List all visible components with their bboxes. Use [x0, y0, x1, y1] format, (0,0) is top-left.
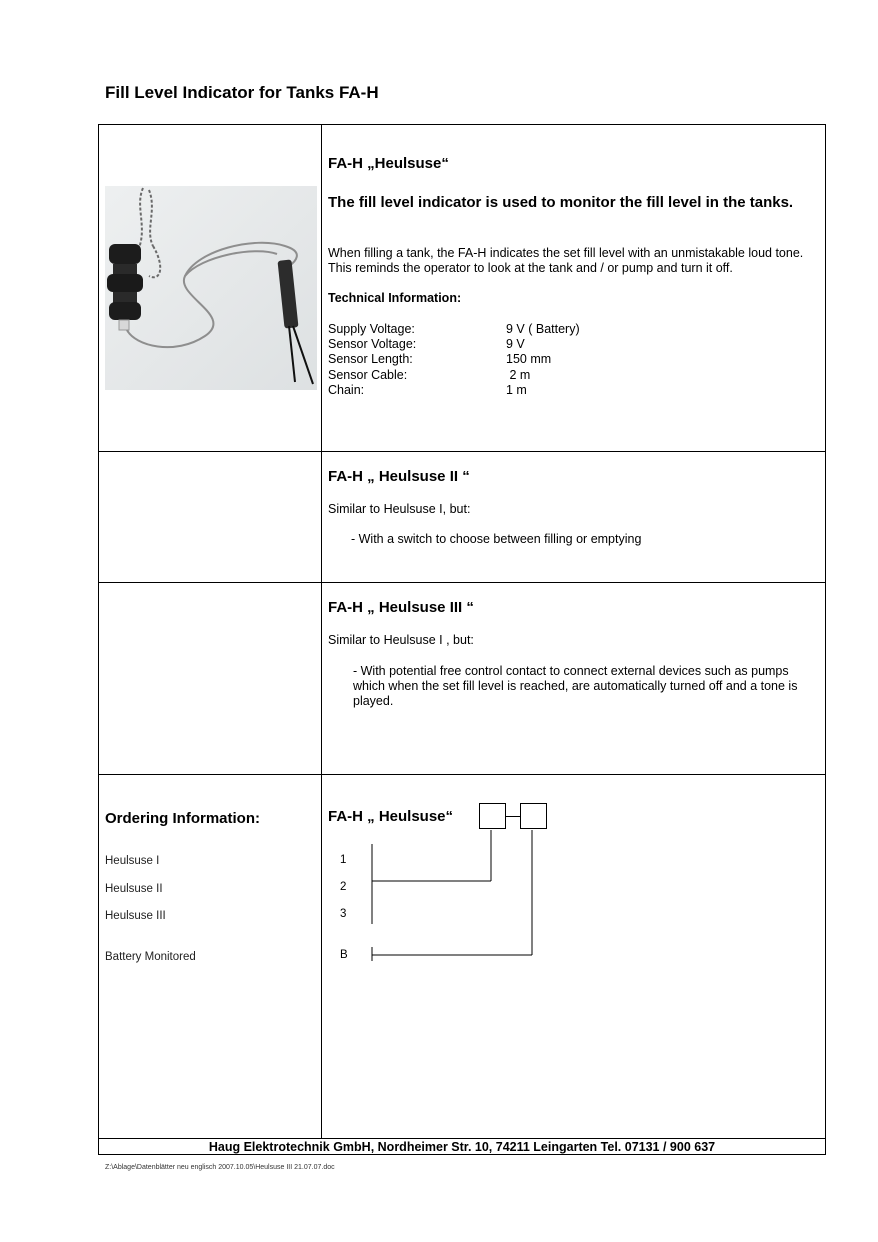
row-divider — [98, 582, 826, 583]
spec-label: Sensor Voltage: — [328, 337, 417, 351]
document-title: Fill Level Indicator for Tanks FA-H — [105, 83, 379, 102]
file-path: Z:\Ablage\Datenblätter neu englisch 2007.10.05\Heulsuse III 21.07.07.doc — [105, 1164, 335, 1171]
order-code: 3 — [340, 908, 347, 920]
order-code: 2 — [340, 881, 347, 893]
footer-company: Haug Elektrotechnik GmbH, Nordheimer Str. 10, 74211 Leingarten Tel. 07131 / 900 637 — [208, 1140, 716, 1154]
section3-bullet: - With potential free control contact to connect external devices such as pumps which when the set fill level is reached, are automatically turned off and a tone is played. — [353, 664, 798, 708]
spec-value: 2 m — [506, 368, 531, 382]
order-item-label: Battery Monitored — [105, 951, 196, 963]
ordering-diagram-lines — [360, 820, 560, 970]
order-item-label: Heulsuse I — [105, 855, 160, 867]
order-item-label: Heulsuse III — [105, 910, 166, 922]
row-divider — [98, 451, 826, 452]
order-code: 1 — [340, 854, 347, 866]
section2-bullet: - With a switch to choose between filling or emptying — [351, 532, 642, 546]
spec-value: 150 mm — [506, 352, 552, 366]
spec-value: 1 m — [506, 383, 527, 397]
spec-label: Sensor Length: — [328, 352, 413, 366]
tech-info-heading: Technical Information: — [328, 291, 462, 305]
section3-model: FA-H „ Heulsuse III “ — [328, 599, 474, 616]
section2-intro: Similar to Heulsuse I, but: — [328, 502, 471, 516]
spec-label: Chain: — [328, 383, 365, 397]
order-item-label: Heulsuse II — [105, 883, 163, 895]
section1-model: FA-H „Heulsuse“ — [328, 155, 449, 172]
ordering-heading: Ordering Information: — [105, 810, 260, 827]
order-box-connector — [506, 816, 520, 817]
section2-model: FA-H „ Heulsuse II “ — [328, 468, 470, 485]
column-divider — [321, 124, 322, 1139]
row-divider — [98, 774, 826, 775]
section3-intro: Similar to Heulsuse I , but: — [328, 633, 474, 647]
order-code: B — [340, 949, 348, 961]
product-photo — [105, 186, 317, 390]
spec-value: 9 V — [506, 337, 525, 351]
spec-label: Sensor Cable: — [328, 368, 408, 382]
section1-description: When filling a tank, the FA-H indicates the set fill level with an unmistakable loud tone. This reminds the operator to look at the tank and / or pump and turn it off. — [328, 246, 804, 275]
spec-value: 9 V ( Battery) — [506, 322, 580, 336]
spec-label: Supply Voltage: — [328, 322, 415, 336]
section1-lead: The fill level indicator is used to monitor the fill level in the tanks. — [328, 194, 794, 211]
ordering-model: FA-H „ Heulsuse“ — [328, 808, 454, 825]
